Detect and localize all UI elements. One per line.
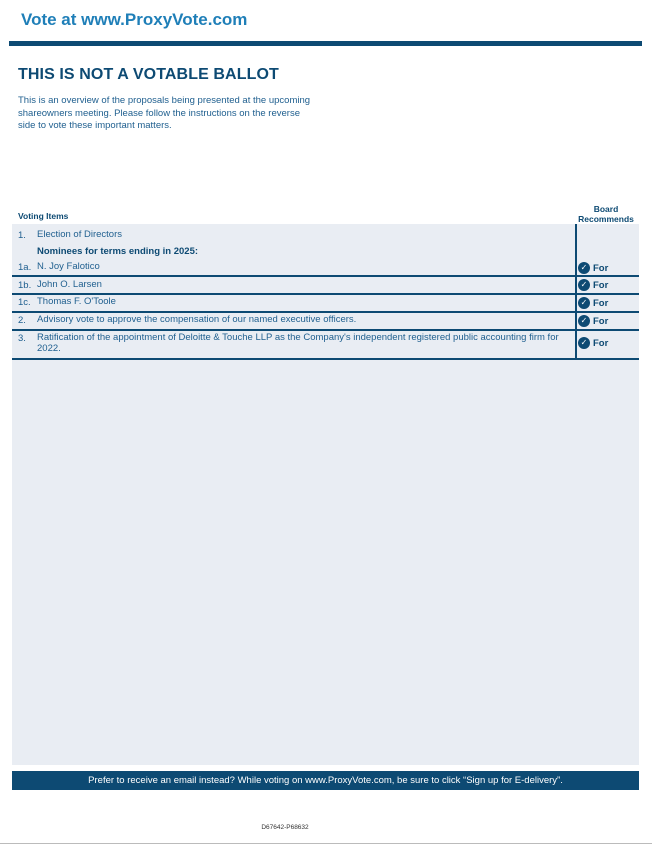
bottom-rule (0, 843, 652, 844)
nominees-subheading: Nominees for terms ending in 2025: (37, 246, 199, 257)
recommendation (578, 337, 608, 349)
item-number: 2. (18, 315, 26, 326)
recommendation-label: For (593, 315, 609, 327)
check-icon: ✓ (578, 315, 590, 327)
voting-items-header: Voting Items (18, 211, 69, 221)
item-number: 1c. (18, 297, 31, 308)
document-code: D67642-P68632 (261, 824, 309, 831)
recommendation-label: For (593, 297, 609, 309)
ballot-title: THIS IS NOT A VOTABLE BALLOT (18, 66, 279, 83)
item-number: 1a. (18, 262, 32, 273)
item-number: 1. (18, 230, 26, 241)
recommendation (578, 315, 608, 327)
item-text: Ratification of the appointment of Deloitte & Touche LLP as the Company's independent registered public accounting firm for 2022. (37, 332, 559, 354)
row-divider (12, 311, 639, 313)
item-number: 3. (18, 333, 26, 344)
item-number: 1b. (18, 280, 32, 291)
item-text: Election of Directors (37, 229, 123, 240)
item-text: Advisory vote to approve the compensation of our named executive officers. (37, 314, 357, 325)
row-divider (12, 358, 639, 360)
row-divider (12, 329, 639, 331)
recommendation (578, 262, 608, 274)
check-icon: ✓ (578, 279, 590, 291)
recommendation (578, 297, 608, 309)
item-text: John O. Larsen (37, 279, 102, 290)
e-delivery-banner: Prefer to receive an email instead? While voting on www.ProxyVote.com, be sure to click “Sign up for E-delivery”. (12, 771, 639, 790)
column-divider (575, 224, 577, 359)
check-icon: ✓ (578, 297, 590, 309)
recommendation-label: For (593, 262, 609, 274)
row-divider (12, 275, 639, 277)
recommendation-label: For (593, 337, 609, 349)
recommendation (578, 279, 608, 291)
row-divider (12, 293, 639, 295)
recommendation-label: For (593, 279, 609, 291)
header-title: Vote at www.ProxyVote.com (21, 10, 248, 29)
check-icon: ✓ (578, 262, 590, 274)
item-text: N. Joy Falotico (37, 261, 100, 272)
check-icon: ✓ (578, 337, 590, 349)
board-recommends-header: Board Recommends (578, 204, 634, 224)
intro-text: This is an overview of the proposals being presented at the upcoming shareowners meeting. Please follow the instructions on the reverse side to vote these important matters. (18, 95, 311, 131)
item-text: Thomas F. O'Toole (37, 296, 116, 307)
header-rule (9, 41, 642, 46)
